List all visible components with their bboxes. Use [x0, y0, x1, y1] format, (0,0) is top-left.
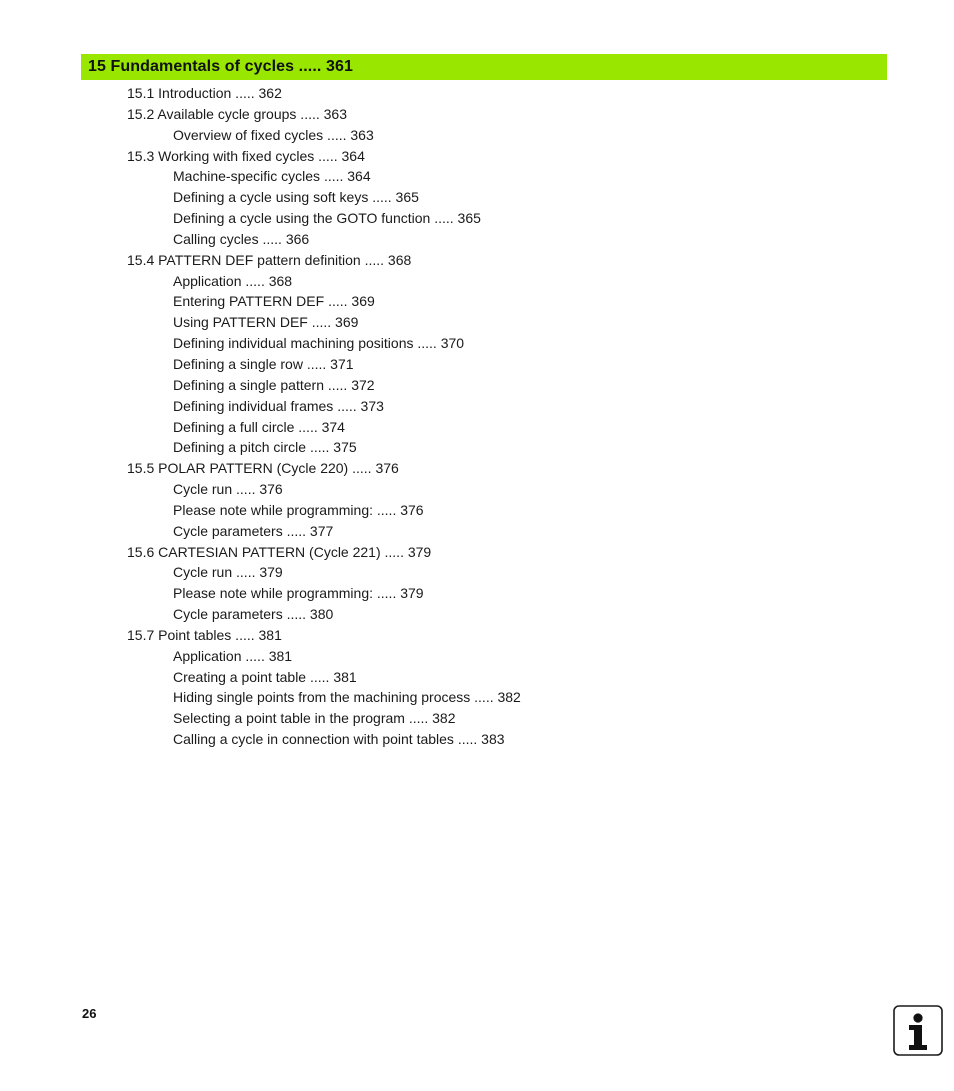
chapter-header-bar [81, 54, 887, 80]
info-icon [893, 1005, 943, 1056]
toc-subsection-entry[interactable]: Application ..... 368 [173, 272, 293, 289]
page-number: 26 [82, 1006, 97, 1021]
toc-subsection-entry[interactable]: Machine-specific cycles ..... 364 [173, 168, 371, 185]
toc-subsection-entry[interactable]: Defining a pitch circle ..... 375 [173, 439, 357, 456]
toc-subsection-entry[interactable]: Defining a single pattern ..... 372 [173, 376, 375, 393]
toc-section-entry[interactable]: 15.4 PATTERN DEF pattern definition ..... 368 [127, 251, 412, 268]
toc-subsection-entry[interactable]: Defining a full circle ..... 374 [173, 418, 345, 435]
toc-subsection-entry[interactable]: Defining a single row ..... 371 [173, 355, 354, 372]
toc-section-entry[interactable]: 15.1 Introduction ..... 362 [127, 85, 282, 101]
toc-section-entry[interactable]: 15.6 CARTESIAN PATTERN (Cycle 221) ..... 379 [127, 543, 432, 560]
toc-subsection-entry[interactable]: Defining individual frames ..... 373 [173, 397, 384, 414]
toc-subsection-entry[interactable]: Application ..... 381 [173, 647, 293, 664]
toc-subsection-entry[interactable]: Overview of fixed cycles ..... 363 [173, 126, 374, 143]
toc-subsection-entry[interactable]: Creating a point table ..... 381 [173, 668, 357, 685]
toc-subsection-entry[interactable]: Cycle run ..... 379 [173, 564, 283, 581]
toc-subsection-entry[interactable]: Defining a cycle using the GOTO function ..... 365 [173, 210, 481, 227]
toc-section-entry[interactable]: 15.3 Working with fixed cycles ..... 364 [127, 147, 365, 164]
table-of-contents [0, 83, 954, 750]
toc-subsection-entry[interactable]: Using PATTERN DEF ..... 369 [173, 314, 359, 331]
toc-section-entry[interactable]: 15.7 Point tables ..... 381 [127, 626, 282, 643]
toc-subsection-entry[interactable]: Selecting a point table in the program ..... 382 [173, 710, 456, 727]
chapter-title[interactable]: 15 Fundamentals of cycles ..... 361 [88, 58, 353, 75]
toc-subsection-entry[interactable]: Calling cycles ..... 366 [173, 230, 310, 247]
toc-section-entry[interactable]: 15.5 POLAR PATTERN (Cycle 220) ..... 376 [127, 460, 399, 477]
toc-subsection-entry[interactable]: Calling a cycle in connection with point tables ..... 383 [173, 731, 505, 748]
toc-subsection-entry[interactable]: Defining individual machining positions ..... 370 [173, 335, 465, 352]
toc-subsection-entry[interactable]: Hiding single points from the machining process ..... 382 [173, 689, 521, 706]
toc-section-entry[interactable]: 15.2 Available cycle groups ..... 363 [127, 105, 347, 122]
toc-subsection-entry[interactable]: Entering PATTERN DEF ..... 369 [173, 293, 375, 310]
toc-subsection-entry[interactable]: Cycle parameters ..... 380 [173, 606, 334, 623]
toc-subsection-entry[interactable]: Please note while programming: ..... 376 [173, 501, 424, 518]
toc-subsection-entry[interactable]: Defining a cycle using soft keys ..... 365 [173, 189, 419, 206]
toc-subsection-entry[interactable]: Cycle run ..... 376 [173, 481, 283, 498]
toc-subsection-entry[interactable]: Cycle parameters ..... 377 [173, 522, 334, 539]
toc-subsection-entry[interactable]: Please note while programming: ..... 379 [173, 585, 424, 602]
